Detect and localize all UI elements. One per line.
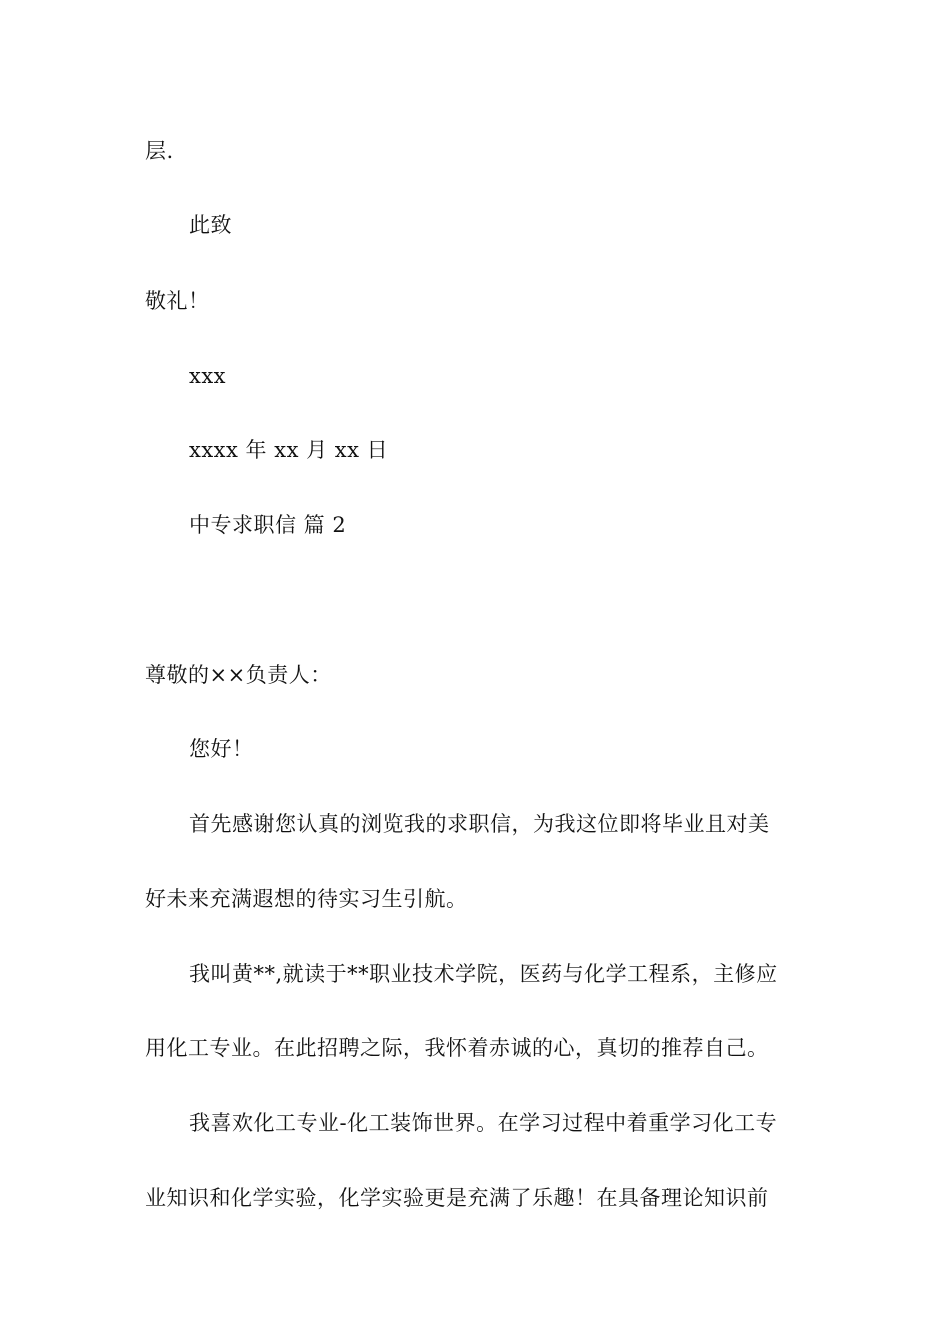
signature-name: xxx <box>189 364 227 388</box>
section-heading: 中专求职信 篇 2 <box>189 513 347 537</box>
paragraph-line: 首先感谢您认真的浏览我的求职信，为我这位即将毕业且对美 <box>189 812 770 836</box>
greeting: 您好！ <box>189 737 254 761</box>
paragraph-line: 好未来充满遐想的待实习生引航。 <box>145 887 468 911</box>
signature-date: xxxx 年 xx 月 xx 日 <box>189 438 389 462</box>
paragraph-line: 我喜欢化工专业-化工装饰世界。在学习过程中着重学习化工专 <box>189 1111 778 1135</box>
closing-phrase: 此致 <box>189 213 232 237</box>
paragraph-line: 用化工专业。在此招聘之际，我怀着赤诚的心，真切的推荐自己。 <box>145 1036 769 1060</box>
closing-salute: 敬礼！ <box>145 289 210 313</box>
paragraph-line: 我叫黄**,就读于**职业技术学院，医药与化学工程系，主修应 <box>189 962 778 986</box>
text-line-continuation: 层. <box>145 139 174 163</box>
paragraph-line: 业知识和化学实验，化学实验更是充满了乐趣！在具备理论知识前 <box>145 1186 769 1210</box>
salutation: 尊敬的××负责人： <box>145 663 332 687</box>
